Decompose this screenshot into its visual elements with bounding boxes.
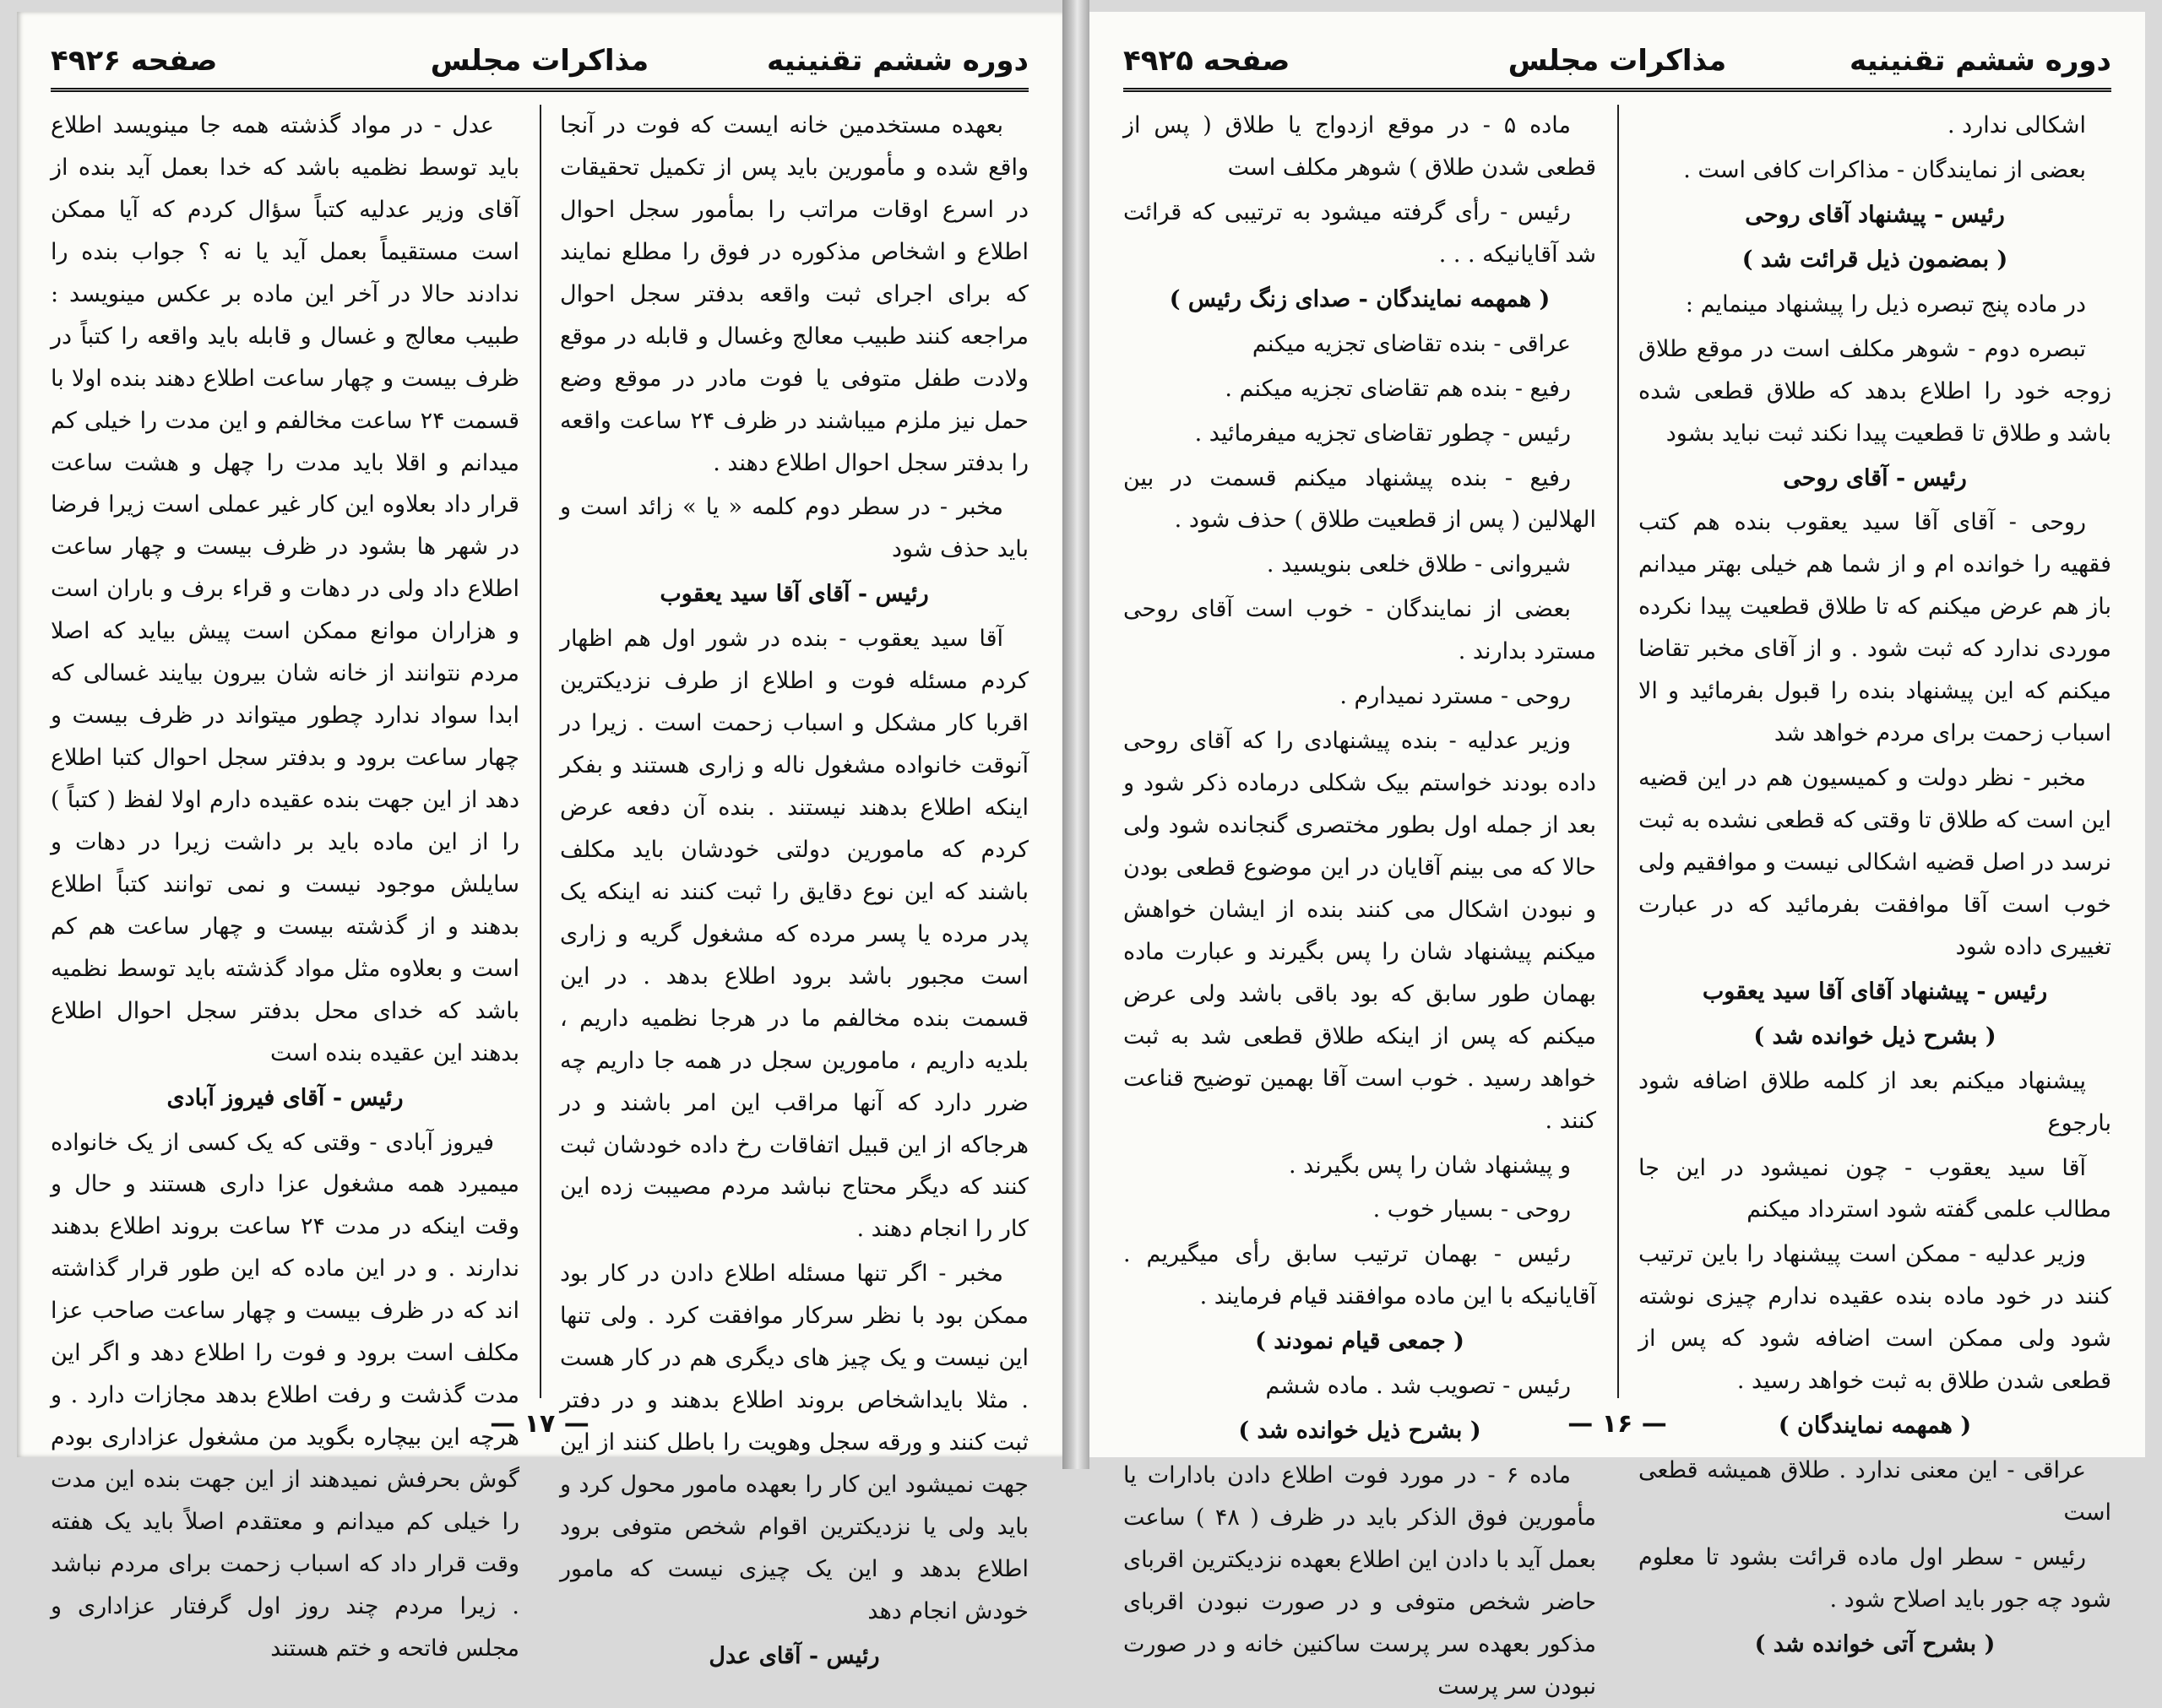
speaker-call: رئیس - پیشنهاد آقای آقا سید یعقوب xyxy=(1702,978,2048,1005)
paragraph: رئیس - سطر اول ماده قرائت بشود تا معلوم شود چه جور باید اصلاح شود . xyxy=(1638,1543,2111,1613)
page-header xyxy=(1123,29,2111,88)
paragraph: وزیر عدلیه - ممکن است پیشنهاد را باین ترتیب کنند در خود ماده بنده عقیده ندارم چیزی نوشته شود ولی ممکن است اضافه شود که پس از قطعی شدن طلاق به ثبت خواهد رسید . xyxy=(1638,1241,2111,1395)
paragraph: عراقی - بنده تقاضای تجزیه میکنم xyxy=(1252,330,1571,357)
paragraph: فیروز آبادی - وقتی که یک کسی از یک خانواده میمیرد همه مشغول عزا داری هستند و حال و وقت اینکه در مدت ۲۴ ساعت بروند اطلاع بدهند ندارند . و در این ماده که این طور قرار گذاشته اند که در ظرف بیست و چهار ساعت صاحب عزا مکلف است برود و فوت را اطلاع دهد و اگر این مدت گذشت و رفت اطلاع بدهد مجازات دارد . و هرچه این بیچاره بگوید من مشغول عزاداری بودم گوش بحرفش نمیدهند از این جهت بنده این مدت را خیلی کم میدانم و معتقدم اصلاً باید یک هفته وقت قرار داد که اسباب زحمت برای مردم نباشد . زیرا مردم چند روز اول گرفتار عزاداری و مجلس فاتحه و ختم هستند xyxy=(51,1129,519,1662)
stage-direction: ( بشرح آتی خوانده شد ) xyxy=(1754,1630,1996,1657)
paragraph: در ماده پنج تبصره ذیل را پیشنهاد مینمایم : xyxy=(1685,290,2086,317)
paragraph: اشکالی ندارد . xyxy=(1947,112,2086,138)
paragraph: مخبر - در سطر دوم کلمه « یا » زائد است و باید حذف شود xyxy=(560,494,1029,563)
page-4925 xyxy=(1089,12,2145,1700)
book-spine xyxy=(1062,0,1089,1469)
paragraph: روحی - آقای آقا سید یعقوب بنده هم کتب فقهیه را خوانده ام و از شما هم خیلی بهتر میدانم باز هم عرض میکنم که تا طلاق قطعیت پیدا نکرده موردی ندارد که ثبت شود . و از آقای مخبر تقاضا میکنم که این پیشنهاد بنده را قبول بفرمائید و الا اسباب زحمت برای مردم خواهد شد xyxy=(1638,509,2111,747)
paragraph: رفیع - بنده هم تقاضای تجزیه میکنم . xyxy=(1225,375,1571,402)
paragraph: روحی - مسترد نمیدارم . xyxy=(1339,683,1571,710)
text-column-left xyxy=(51,105,519,1662)
paragraph: وزیر عدلیه - بنده پیشنهادی را که آقای روحی داده بودند خواستم بیک شکلی درماده ذکر شود و بعد از جمله اول بطور مختصری گنجانده شود ولی حالا که می بینم آقایان در این موضوع قطعی بودن و نبودن اشکال می کنند بنده از ایشان خواهش میکنم پیشنهاد شان را پس بگیرند و عبارت ماده بهمان طور سابق که بود باقی باشد ولی عرض میکنم که پس از اینکه طلاق قطعی شد به ثبت خواهد رسید . خوب است آقا بهمین توضیح قناعت کنند . xyxy=(1123,728,1596,1134)
header-rule xyxy=(1123,88,2111,92)
text-column-left xyxy=(1123,105,1597,1700)
journal-title: مذاکرات مجلس xyxy=(1507,44,1727,78)
stage-direction: ( بشرح ذیل خوانده شد ) xyxy=(1238,1418,1481,1445)
column-divider xyxy=(1617,105,1619,1398)
column-divider xyxy=(540,105,541,1398)
paragraph: رئیس - تصویب شد . ماده ششم xyxy=(1265,1373,1571,1400)
paragraph: شیروانی - طلاق خلعی بنویسید . xyxy=(1266,551,1571,578)
session-label: دوره ششم تقنینیه xyxy=(767,44,1029,78)
session-label: دوره ششم تقنینیه xyxy=(1850,44,2111,78)
paragraph: رفیع - بنده پیشنهاد میکنم قسمت در بین الهلالین ( پس از قطعیت طلاق ) حذف شود . xyxy=(1123,464,1596,534)
speaker-call: رئیس - آقای روحی xyxy=(1783,464,1967,491)
paragraph: آقا سید یعقوب - بنده در شور اول هم اظهار کردم مسئله فوت و اطلاع از طرف نزدیکترین اقربا کار مشکل و اسباب زحمت است . زیرا در آنوقت خانواده مشغول ناله و زاری هستند و بفکر اینکه اطلاع بدهند نیستند . بنده آن دفعه عرض کردم که مامورین دولتی خودشان باید مکلف باشند که این نوع دقایق را ثبت کنند نه اینکه یک پدر مرده یا پسر مرده که مشغول گریه و زاری است مجبور باشد برود اطلاع بدهد . در این قسمت بنده مخالفم ما در هرجا نظمیه داریم ، بلدیه داریم ، مامورین سجل در همه جا داریم چه ضرر دارد که آنها مراقب این امر باشند و در هرجاکه از این قبیل اتفاقات رخ داده خودشان ثبت کنند که دیگر محتاج نباشد مردم مصیبت زده این کار را انجام دهند . xyxy=(560,626,1029,1243)
stage-direction: ( جمعی قیام نمودند ) xyxy=(1255,1328,1464,1355)
speaker-call: رئیس - آقای عدل xyxy=(709,1642,880,1669)
paragraph: رئیس - بهمان ترتیب سابق رأی میگیریم . آقایانیکه با این ماده موافقند قیام فرمایند . xyxy=(1123,1241,1596,1310)
paragraph: رئیس - رأی گرفته میشود به ترتیبی که قرائت شد آقایانیکه . . . xyxy=(1123,198,1596,268)
stage-direction: ( همهمه نمایندگان ) xyxy=(1778,1412,1972,1440)
stage-direction: ( بمضمون ذیل قرائت شد ) xyxy=(1741,246,2008,273)
stage-direction: ( بشرح ذیل خوانده شد ) xyxy=(1753,1022,1996,1049)
page-number-label: صفحه ۴۹۲۵ xyxy=(1123,44,1290,78)
speaker-call: رئیس - آقای فیروز آبادی xyxy=(166,1084,404,1111)
page-folio: — ۱۶ — xyxy=(1567,1409,1667,1439)
paragraph: رئیس - چطور تقاضای تجزیه میفرمائید . xyxy=(1194,420,1571,447)
paragraph: مخبر - اگر تنها مسئله اطلاع دادن در کار بود ممکن بود با نظر سرکار موافقت کرد . ولی تنها این نیست و یک چیز های دیگری هم در کار هست . مثلا بایداشخاص بروند اطلاع بدهند و در دفتر ثبت کنند و ورقه سجل وهویت را باطل کنند از این جهت نمیشود این کار را بعهده مامور محول کرد و باید ولی یا نزدیکترین اقوام شخص متوفی برود اطلاع بدهد و این یک چیزی نیست که مامور خودش انجام دهد xyxy=(560,1261,1029,1624)
header-rule xyxy=(51,88,1029,92)
paragraph: ماده ۶ - در مورد فوت اطلاع دادن بادارات یا مأمورین فوق الذکر باید در ظرف ( ۴۸ ) ساعت بعمل آید با دادن این اطلاع بعهده نزدیکترین اقربای حاضر شخص متوفی و در صورت نبودن اقربای مذکور بعهده سر پرست ساکنین خانه و در صورت نبودن سر پرست xyxy=(1123,1462,1597,1700)
text-column-right xyxy=(1638,105,2111,1657)
paragraph: پیشنهاد میکنم بعد از کلمه طلاق اضافه شود بارجوع xyxy=(1638,1067,2111,1136)
paragraph: بعهده مستخدمین خانه ایست که فوت در آنجا واقع شده و مأمورین باید پس از تکمیل تحقیقات در اسرع اوقات مراتب را بمأمور سجل احوال اطلاع و اشخاص مذکوره در فوق را مطلع نمایند که برای اجرای ثبت واقعه بدفتر سجل احوال مراجعه کنند طبیب معالج وغسال و قابله در موقع ولادت طفل متوفی یا فوت مادر در موقع وضع حمل نیز ملزم میباشند در ظرف ۲۴ ساعت واقعه را بدفتر سجل احوال اطلاع دهند . xyxy=(560,112,1029,476)
page-header xyxy=(51,29,1029,88)
paragraph: عدل - در مواد گذشته همه جا مینویسد اطلاع باید توسط نظمیه باشد که خدا بعمل آید بنده از آقای وزیر عدلیه کتباً سؤال کردم که آیا ممکن است مستقیماً بعمل آید یا نه ؟ جواب بنده را ندادند حالا در آخر این ماده بر عکس مینویسد : طبیب معالج و غسال و قابله باید واقعه را کتباً در ظرف بیست و چهار ساعت اطلاع دهند بنده اولا با قسمت ۲۴ ساعت مخالفم و این مدت را خیلی کم میدانم و اقلا باید مدت را چهل و هشت ساعت قرار داد بعلاوه این کار غیر عملی است زیرا فرضا در شهر ها بشود در ظرف بیست و چهار ساعت اطلاع داد ولی در دهات و قراء برف و باران است و هزاران موانع ممکن است پیش بیاید که اصلا مردم نتوانند از خانه شان بیرون بیایند غسالی که ابدا سواد ندارد چطور میتواند در ظرف بیست و چهار ساعت برود و بدفتر سجل احوال کتبا اطلاع دهد از این جهت بنده عقیده دارم اولا لفظ ( کتباً ) را از این ماده باید بر داشت زیرا در دهات و سایلش موجود نیست و نمی توانند کتباً اطلاع بدهند و از گذشته بیست و چهار ساعت هم کم است و بعلاوه مثل مواد گذشته باید توسط نظمیه باشد که خدای محل بدفتر سجل احوال اطلاع بدهند این عقیده بنده است xyxy=(51,112,519,1066)
speaker-call: رئیس - آقای آقا سید یعقوب xyxy=(660,581,929,608)
page-number-label: صفحه ۴۹۲۶ xyxy=(51,44,218,78)
paragraph: بعضی از نمایندگان - خوب است آقای روحی مسترد بدارند . xyxy=(1123,596,1596,665)
paragraph: بعضی از نمایندگان - مذاکرات کافی است . xyxy=(1683,156,2086,183)
text-column-right xyxy=(560,105,1029,1669)
page-4926 xyxy=(17,12,1062,1669)
stage-direction: ( همهمه نمایندگان - صدای زنگ رئیس ) xyxy=(1169,285,1551,312)
paragraph: مخبر - نظر دولت و کمیسیون هم در این قضیه این است که طلاق تا وقتی که قطعی نشده به ثبت نرسد در اصل قضیه اشکالی نیست و موافقیم ولی خوب است آقا موافقت بفرمائید که در عبارت تغییری داده شود xyxy=(1638,765,2111,960)
journal-title: مذاکرات مجلس xyxy=(430,44,649,78)
paragraph: آقا سید یعقوب - چون نمیشود در این جا مطالب علمی گفته شود استرداد میکنم xyxy=(1638,1154,2111,1223)
paragraph: و پیشنهاد شان را پس بگیرند . xyxy=(1288,1152,1571,1179)
speaker-call: رئیس - پیشنهاد آقای روحی xyxy=(1745,201,2005,228)
page-folio: — ۱۷ — xyxy=(490,1409,589,1439)
paragraph: روحی - بسیار خوب . xyxy=(1372,1196,1571,1223)
paragraph: عراقی - این معنی ندارد . طلاق همیشه قطعی است xyxy=(1638,1457,2111,1526)
paragraph: ماده ۵ - در موقع ازدواج یا طلاق ( پس از قطعی شدن طلاق ) شوهر مکلف است xyxy=(1123,112,1596,181)
paragraph: تبصره دوم - شوهر مکلف است در موقع طلاق زوجه خود را اطلاع بدهد که طلاق قطعی شده باشد و طلاق تا قطعیت پیدا نکند ثبت نباید بشود xyxy=(1638,335,2111,447)
